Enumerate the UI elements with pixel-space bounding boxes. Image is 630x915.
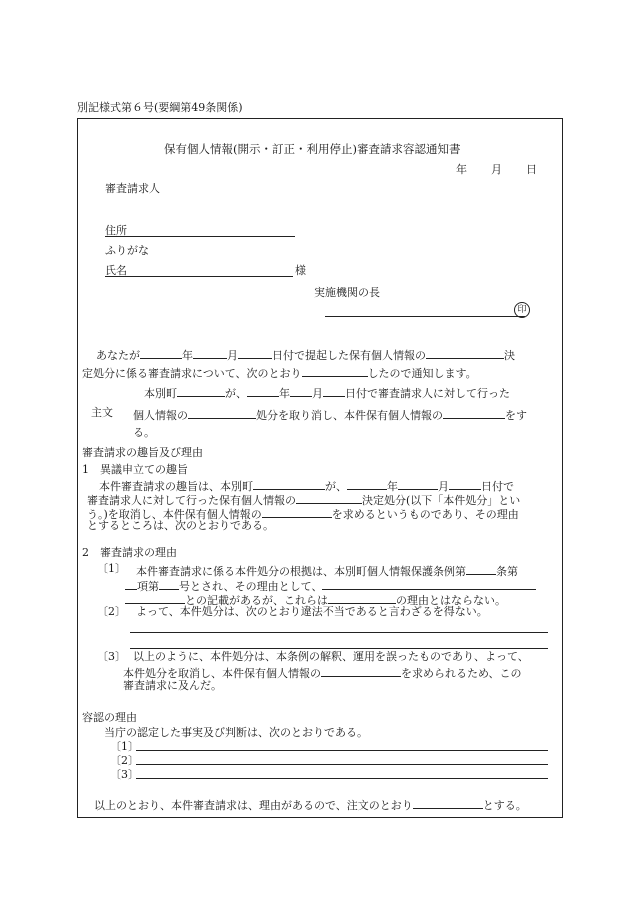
form-label: 別記様式第６号(要綱第49条関係) <box>77 101 243 114</box>
seal-mark: 印 <box>514 302 530 318</box>
section-gist-sub1: 1 異議申立ての趣旨 <box>82 463 188 476</box>
reason-item-1-line-3: との記載があるが、これらは の理由とはならない。 <box>125 591 506 608</box>
section-gist-heading: 審査請求の趣旨及び理由 <box>82 446 203 459</box>
reason-item-3-line-3: 審査請求に及んだ。 <box>123 679 222 692</box>
date-day: 日 <box>526 163 537 176</box>
accept-item-2: 〔2〕 <box>110 754 139 767</box>
main-text-line-3: る。 <box>133 426 155 439</box>
date-year: 年 <box>456 163 467 176</box>
sender-signature-line <box>325 316 525 317</box>
section-reason-sub2: 2 審査請求の理由 <box>82 546 177 559</box>
sender-title: 実施機関の長 <box>314 286 380 299</box>
gist-para-3: う。)を取消し、本件保有個人情報の を求めるというものであり、その理由 <box>87 505 519 522</box>
section-accept-lead: 当庁の認定した事実及び判断は、次のとおりである。 <box>104 726 368 739</box>
name-label: 氏名 <box>105 264 127 277</box>
reason-item-2-blank-2 <box>130 648 548 649</box>
main-text-line-2: 個人情報の 処分を取り消し、本件保有個人情報の をす <box>133 406 527 423</box>
furigana-label: ふりがな <box>105 244 149 257</box>
addressee-heading: 審査請求人 <box>105 182 160 195</box>
gist-para-1: 本件審査請求の趣旨は、本別町 が、 年 月 日付で <box>99 477 514 494</box>
accept-item-1-blank <box>136 750 548 751</box>
reason-item-1-num: 〔1〕 <box>97 562 126 575</box>
address-field <box>105 236 295 237</box>
reason-item-3-line-2: 本件処分を取消し、本件保有個人情報の を求められるため、この <box>123 664 522 681</box>
accept-item-3-blank <box>136 778 548 779</box>
reason-item-2-text: よって、本件処分は、次のとおり違法不当であると言わざるを得ない。 <box>136 605 488 618</box>
main-text-label: 主文 <box>91 406 113 419</box>
date-month: 月 <box>491 163 502 176</box>
intro-line-2: 定処分に係る審査請求について、次のとおり したので通知します。 <box>82 364 477 381</box>
reason-item-3-num: 〔3〕 <box>97 650 126 663</box>
name-field <box>105 276 293 277</box>
reason-item-2-blank-1 <box>130 632 548 633</box>
reason-item-1-line-2: 項第 号とされ、その理由として、 <box>125 577 536 594</box>
accept-item-1: 〔1〕 <box>110 740 139 753</box>
intro-line-1: あなたが 年 月 日付で提起した保有個人情報の 決 <box>96 346 515 363</box>
main-text-line-1: 本別町 が、 年 月 日付で審査請求人に対して行った <box>144 384 510 401</box>
reason-item-1-line-1: 本件審査請求に係る本件処分の根拠は、本別町個人情報保護条例第 条第 <box>136 562 518 579</box>
reason-item-2-num: 〔2〕 <box>97 605 126 618</box>
accept-item-2-blank <box>136 764 548 765</box>
closing-line: 以上のとおり、本件審査請求は、理由があるので、注文のとおり とする。 <box>94 796 527 813</box>
honorific: 様 <box>295 264 306 277</box>
section-accept-heading: 容認の理由 <box>82 711 137 724</box>
gist-para-2: 審査請求人に対して行った保有個人情報の 決定処分(以下「本件処分」とい <box>87 491 520 508</box>
address-label: 住所 <box>105 224 127 237</box>
document-title: 保有個人情報(開示・訂正・利用停止)審査請求容認通知書 <box>164 142 461 156</box>
accept-item-3: 〔3〕 <box>110 768 139 781</box>
gist-para-4: とするところは、次のとおりである。 <box>87 519 274 532</box>
reason-item-3-line-1: 以上のように、本件処分は、本条例の解釈、運用を誤ったものであり、よって、 <box>133 650 529 663</box>
